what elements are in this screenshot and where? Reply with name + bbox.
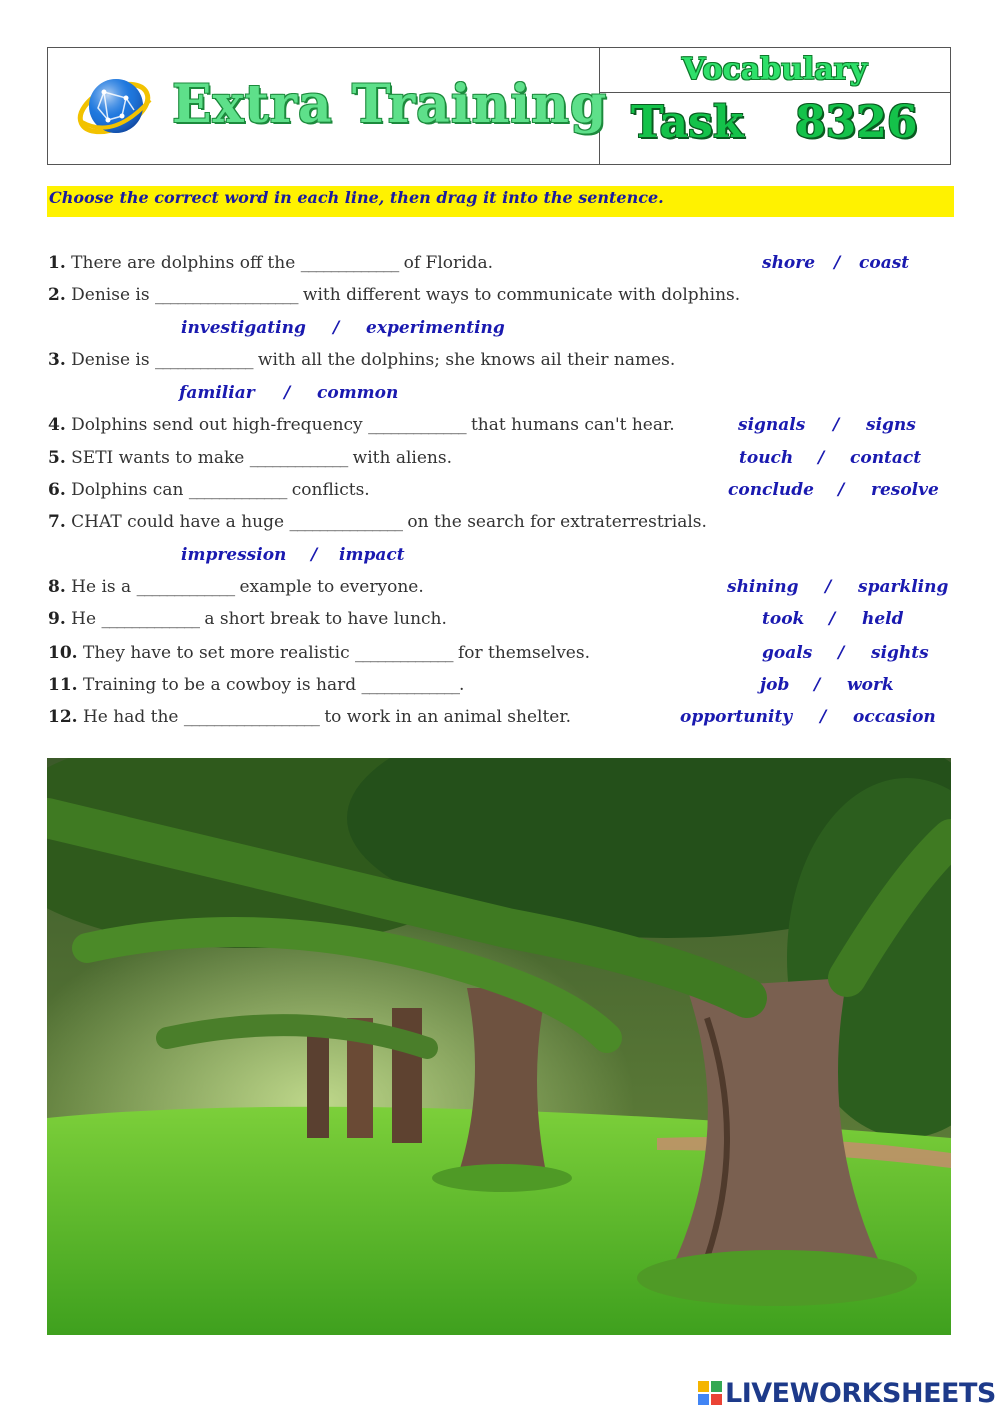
answer-blank-9[interactable]: _____________ [101,609,199,629]
brand-title: Extra Training [172,74,608,135]
answer-blank-8[interactable]: _____________ [136,577,235,597]
option-10a[interactable]: goals [762,643,813,663]
subject-cell [599,48,950,93]
task-cell [599,93,950,164]
question-5: 5. SETI wants to make _____________ with aliens. [48,448,452,468]
answer-blank-10[interactable]: _____________ [355,643,453,663]
question-7: 7. CHAT could have a huge _______________ on the search for extraterrestrials. [48,512,707,532]
option-separator: / [838,480,845,500]
question-1: 1. There are dolphins off the _____________ of Florida. [48,253,493,273]
option-separator: / [825,577,832,597]
option-1a[interactable]: shore [762,253,816,273]
option-separator: / [820,707,827,727]
instruction-banner: Choose the correct word in each line, then drag it into the sentence. [47,186,954,217]
worksheet-header [47,47,951,165]
liveworksheets-mark-icon [698,1381,722,1405]
option-separator: / [838,643,845,663]
option-separator: / [834,253,841,273]
option-6a[interactable]: conclude [728,480,814,500]
question-9: 9. He _____________ a short break to have lunch. [48,609,447,629]
liveworksheets-wordmark: LIVEWORKSHEETS [725,1377,996,1409]
option-separator: / [829,609,836,629]
question-10: 10. They have to set more realistic _____________ for themselves. [48,643,590,663]
question-6: 6. Dolphins can _____________ conflicts. [48,480,370,500]
task-label: Task [631,97,744,148]
question-11: 11. Training to be a cowboy is hard _____________. [48,675,464,695]
option-9b[interactable]: held [862,609,904,629]
option-7b[interactable]: impact [339,545,405,565]
subject-title: Vocabulary [681,52,868,87]
option-4a[interactable]: signals [738,415,806,435]
option-8a[interactable]: shining [727,577,799,597]
option-9a[interactable]: took [762,609,805,629]
option-12b[interactable]: occasion [853,707,936,727]
question-2: 2. Denise is ___________________ with different ways to communicate with dolphins. [48,285,741,305]
option-3a[interactable]: familiar [179,383,255,403]
option-10b[interactable]: sights [871,643,929,663]
option-2a[interactable]: investigating [181,318,306,338]
answer-blank-1[interactable]: _____________ [300,253,399,273]
oak-trees-illustration [47,758,951,1335]
oak-trees-photo [47,758,951,1335]
option-3b[interactable]: common [317,383,399,403]
option-separator: / [818,448,825,468]
question-8: 8. He is a _____________ example to everyone. [48,577,424,597]
answer-blank-12[interactable]: __________________ [183,707,319,727]
answer-blank-4[interactable]: _____________ [368,415,466,435]
option-separator: / [833,415,840,435]
option-5b[interactable]: contact [850,448,922,468]
option-6b[interactable]: resolve [871,480,939,500]
option-1b[interactable]: coast [859,253,910,273]
option-7a[interactable]: impression [181,545,287,565]
option-5a[interactable]: touch [739,448,794,468]
question-4: 4. Dolphins send out high-frequency _____________ that humans can't hear. [48,415,675,435]
brand-panel [48,48,608,164]
option-2b[interactable]: experimenting [366,318,505,338]
answer-blank-5[interactable]: _____________ [249,448,348,468]
option-4b[interactable]: signs [866,415,916,435]
answer-blank-2[interactable]: ___________________ [155,285,298,305]
option-separator: / [814,675,821,695]
option-11b[interactable]: work [847,675,894,695]
option-8b[interactable]: sparkling [858,577,949,597]
liveworksheets-logo [698,1378,996,1408]
task-number: 8326 [795,97,918,148]
option-11a[interactable]: job [760,675,790,695]
question-3: 3. Denise is _____________ with all the dolphins; she knows ail their names. [48,350,676,370]
answer-blank-6[interactable]: _____________ [188,480,287,500]
answer-blank-3[interactable]: _____________ [155,350,253,370]
answer-blank-11[interactable]: _____________. [361,675,464,695]
question-12: 12. He had the __________________ to work in an animal shelter. [48,707,572,727]
option-separator: / [284,383,291,403]
answer-blank-7[interactable]: _______________ [289,512,402,532]
option-separator: / [311,545,318,565]
option-12a[interactable]: opportunity [680,707,793,727]
globe-icon [74,70,154,142]
option-separator: / [333,318,340,338]
